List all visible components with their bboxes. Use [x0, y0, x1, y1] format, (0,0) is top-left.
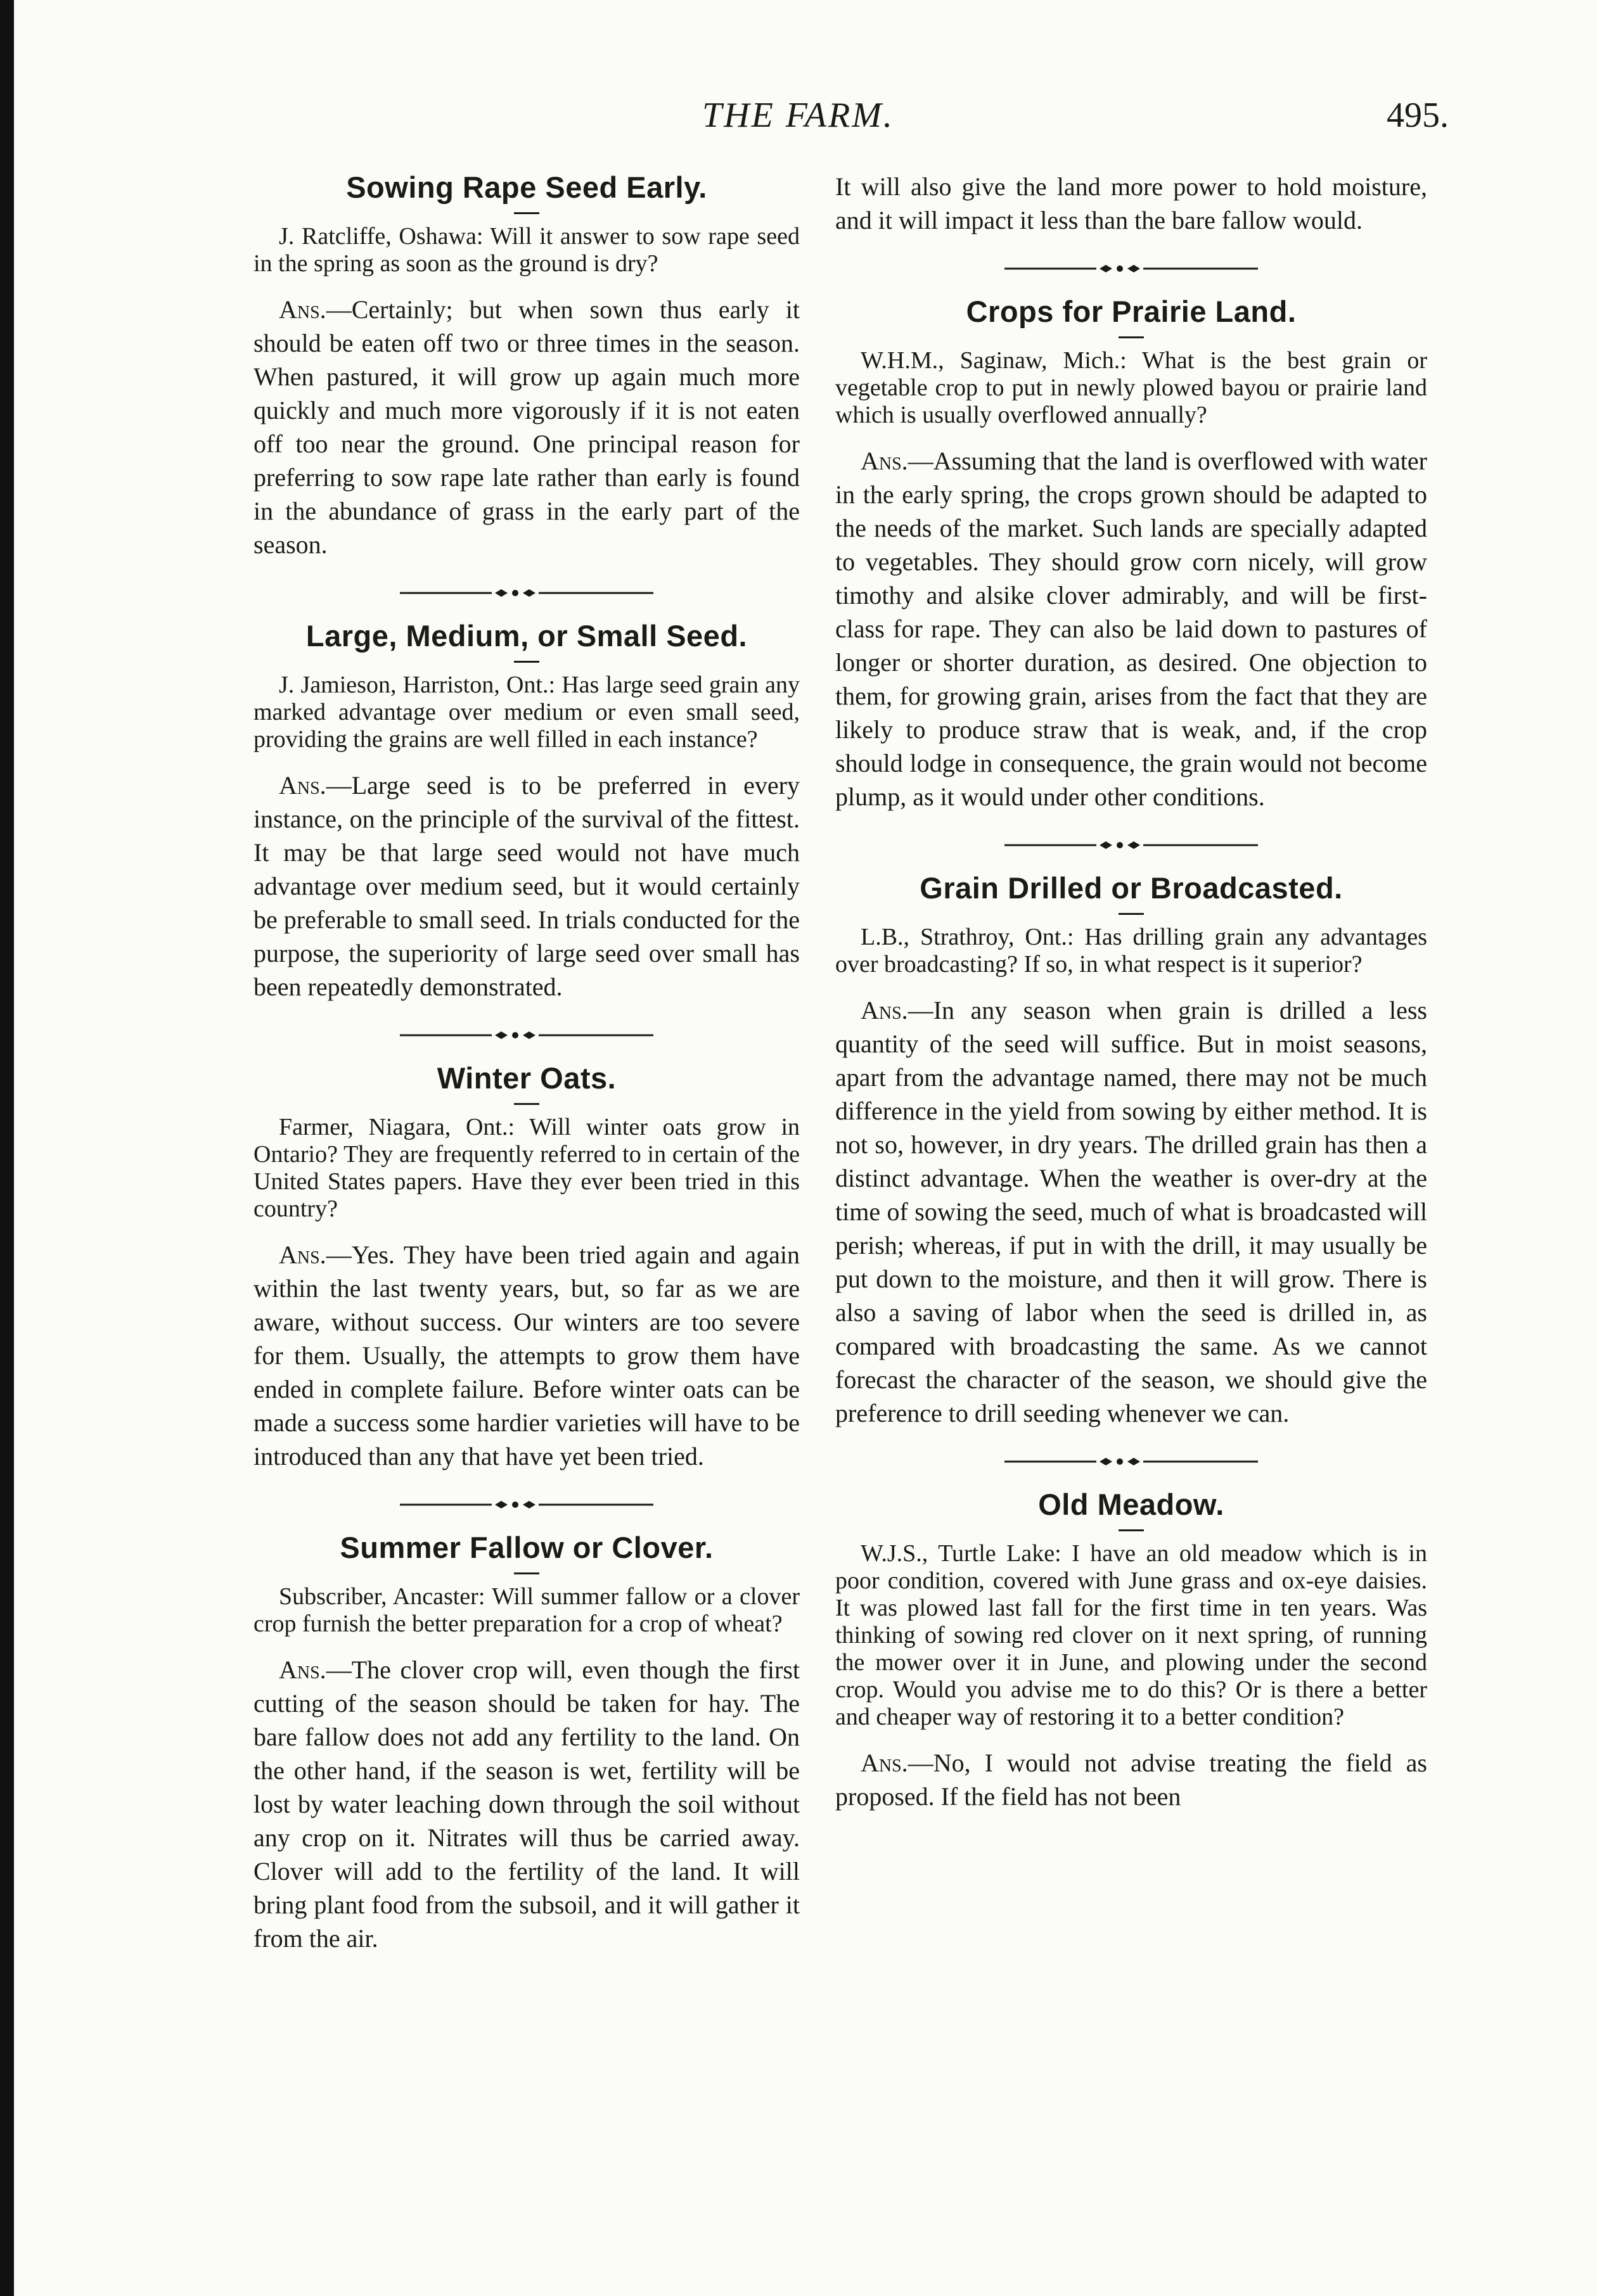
heading-rule	[514, 661, 539, 663]
answer-body: —Large seed is to be preferred in every instance, on the principle of the survival of the fittest. It may be that large seed would not have much advantage over medium seed, but it would certainly be preferable to small seed. In trials conducted for the purpose, the superiority of large seed over small has been repeatedly demonstrated.	[253, 771, 800, 1001]
reader-question: J. Jamieson, Harriston, Ont.: Has large seed grain any marked advantage over medium or even small seed, providing the grains are well filled in each instance?	[253, 672, 800, 753]
article-heading: Sowing Rape Seed Early.	[346, 170, 707, 204]
continued-text: It will also give the land more power to hold moisture, and it will impact it less than the bare fallow would.	[835, 172, 1427, 234]
article-summer-fallow	[253, 1530, 800, 1955]
article-grain-drilled	[835, 871, 1427, 1430]
answer-text	[253, 1238, 800, 1473]
answer-label: Ans.	[279, 295, 326, 324]
answer-text	[835, 1746, 1427, 1813]
page-number: 495.	[1387, 96, 1449, 135]
article-seed-size	[253, 618, 800, 1004]
answer-body: —The clover crop will, even though the first cutting of the season should be taken for hay. The bare fallow does not add any fertility to the land. On the other hand, if the season is wet, fertility will be lost by water leaching down through the soil without any crop on it. Nitrates will thus be carried away. Clover will add to the fertility of the land. It will bring plant food from the subsoil, and it will gather it from the air.	[253, 1655, 800, 1953]
section-divider	[1004, 261, 1258, 276]
answer-label: Ans.	[861, 996, 908, 1024]
running-header: THE FARM.	[702, 96, 894, 135]
article-heading: Large, Medium, or Small Seed.	[305, 619, 748, 653]
article-prairie-land	[835, 294, 1427, 813]
article-old-meadow	[835, 1487, 1427, 1813]
article-sowing-rape-seed	[253, 170, 800, 561]
reader-question: L.B., Strathroy, Ont.: Has drilling grain any advantages over broadcasting? If so, in what respect is it superior?	[835, 924, 1427, 978]
answer-body: —In any season when grain is drilled a less quantity of the seed will suffice. But in moist seasons, apart from the advantage named, there may not be much difference in the yield from sowing by either method. It is not so, however, in dry years. The drilled grain has then a distinct advantage. When the weather is over-dry at the time of sowing the seed, much of what is broadcasted will perish; whereas, if put in with the drill, it may usually be put down to the moisture, and then it will grow. There is also a saving of labor when the seed is drilled in, as compared with broadcasting the same. As we cannot forecast the character of the season, we should give the preference to drill seeding whenever we can.	[835, 996, 1427, 1427]
answer-body: —Assuming that the land is overflowed with water in the early spring, the crops grown should be adapted to the needs of the market. Such lands are specially adapted to vegetables. They should grow corn nicely, will grow timothy and alsike clover admirably, and will be first-class for rape. They can also be laid down to pastures of longer or shorter duration, as desired. One objection to them, for growing grain, arises from the fact that they are likely to produce straw that is weak, and, if the crop should lodge in consequence, the grain would not become plump, as it would under other conditions.	[835, 447, 1427, 811]
section-divider	[1004, 1454, 1258, 1469]
section-divider	[400, 585, 653, 601]
article-heading: Summer Fallow or Clover.	[340, 1531, 714, 1564]
answer-label: Ans.	[279, 1655, 326, 1684]
reader-question: J. Ratcliffe, Oshawa: Will it answer to sow rape seed in the spring as soon as the ground is dry?	[253, 223, 800, 277]
answer-text	[253, 1653, 800, 1955]
article-heading: Old Meadow.	[1038, 1488, 1224, 1521]
article-heading: Grain Drilled or Broadcasted.	[920, 871, 1343, 905]
reader-question: Farmer, Niagara, Ont.: Will winter oats grow in Ontario? They are frequently referred to in certain of the United States papers. Have they ever been tried in this country?	[253, 1114, 800, 1222]
answer-label: Ans.	[279, 771, 326, 800]
answer-body: —No, I would not advise treating the field as proposed. If the field has not been	[835, 1749, 1427, 1811]
heading-rule	[1119, 913, 1144, 915]
heading-rule	[514, 212, 539, 214]
answer-body: —Yes. They have been tried again and again within the last twenty years, but, so far as we are aware, without success. Our winters are too severe for them. Usually, the attempts to grow them have ended in complete failure. Before winter oats can be made a success some hardier varieties will have to be introduced than any that have yet been tried.	[253, 1240, 800, 1470]
answer-label: Ans.	[861, 447, 908, 475]
section-divider	[400, 1497, 653, 1512]
heading-rule	[1119, 1529, 1144, 1531]
heading-rule	[1119, 336, 1144, 338]
answer-text	[253, 293, 800, 561]
heading-rule	[514, 1572, 539, 1574]
answer-label: Ans.	[279, 1240, 326, 1269]
answer-text	[253, 769, 800, 1004]
article-heading: Winter Oats.	[437, 1061, 617, 1095]
answer-label: Ans.	[861, 1749, 908, 1777]
answer-text	[835, 993, 1427, 1430]
right-column	[835, 170, 1427, 1813]
left-column	[253, 170, 800, 1955]
reader-question: Subscriber, Ancaster: Will summer fallow or a clover crop furnish the better preparation for a crop of wheat?	[253, 1583, 800, 1637]
answer-text	[835, 444, 1427, 813]
article-winter-oats	[253, 1061, 800, 1473]
reader-question: W.J.S., Turtle Lake: I have an old meadow which is in poor condition, covered with June grass and ox-eye daisies. It was plowed last fall for the first time in ten years. Was thinking of sowing red clover on it next spring, of running the mower over it in June, and plowing under the second crop. Would you advise me to do this? Or is there a better and cheaper way of restoring it to a better condition?	[835, 1540, 1427, 1730]
section-divider	[1004, 838, 1258, 853]
heading-rule	[514, 1103, 539, 1105]
section-divider	[400, 1028, 653, 1043]
article-heading: Crops for Prairie Land.	[966, 295, 1297, 328]
answer-body: —Certainly; but when sown thus early it should be eaten off two or three times in the season. When pastured, it will grow up again much more quickly and much more vigorously if it is not eaten off too near the ground. One principal reason for preferring to sow rape late rather than early is found in the abundance of grass in the early part of the season.	[253, 295, 800, 559]
scan-edge	[0, 0, 14, 2296]
reader-question: W.H.M., Saginaw, Mich.: What is the best grain or vegetable crop to put in newly plowed bayou or prairie land which is usually overflowed annually?	[835, 347, 1427, 428]
